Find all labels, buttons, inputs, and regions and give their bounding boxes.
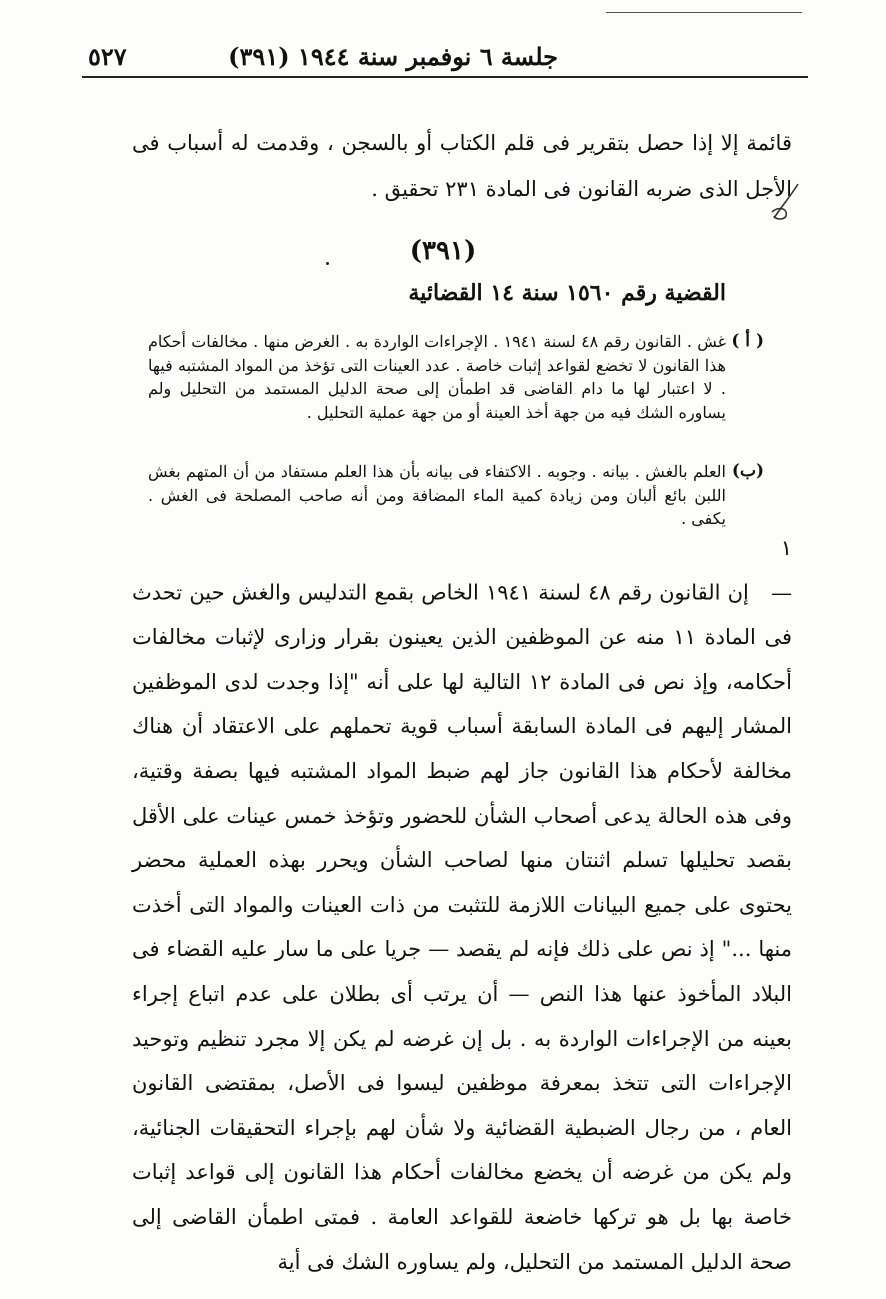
headnote-b-mark: (ب) xyxy=(731,461,764,481)
running-title: جلسة ٦ نوفمبر سنة ١٩٤٤ (٣٩١) xyxy=(228,42,558,71)
ink-dot xyxy=(326,262,329,265)
headnote-a-text: غش . القانون رقم ٤٨ لسنة ١٩٤١ . الإجراءات الواردة به . الغرض منها . مخالفات أحكام هذا القانون لا تخضع لقواعد إثبات خاصة . عدد العينات التى تؤخذ من المواد المشتبه فيها . لا اعتبار لها ما دام القاضى قد اطمأن إلى صحة الدليل المستمد من التحليل ولم يساوره الشك فيه من جهة أخذ العينة أو من جهة عملية التحليل . xyxy=(148,332,726,422)
case-number: (٣٩١) xyxy=(409,236,477,266)
headnote-b xyxy=(148,460,764,531)
headnote-a xyxy=(148,330,764,424)
paragraph-number: ١ — xyxy=(770,536,792,605)
page-header xyxy=(82,40,808,78)
top-rule xyxy=(606,12,802,13)
case-title: القضية رقم ١٥٦٠ سنة ١٤ القضائية xyxy=(408,280,726,306)
margin-annotation-mark xyxy=(768,182,802,222)
main-paragraph-text: إن القانون رقم ٤٨ لسنة ١٩٤١ الخاص بقمع التدليس والغش حين تحدث فى المادة ١١ منه عن الموظفين الذين يعينون بقرار وزارى لإثبات مخالفات أحكامه، وإذ نص فى المادة ١٢ التالية لها على أنه "إذا وجدت لدى الموظفين المشار إليهم فى المادة السابقة أسباب قوية تحملهم على الاعتقاد أن هناك مخالفة لأحكام هذا القانون جاز لهم ضبط المواد المشتبه فيها بصفة وقتية، وفى هذه الحالة يدعى أصحاب الشأن للحضور وتؤخذ خمس عينات على الأقل بقصد تحليلها تسلم اثنتان منها لصاحب الشأن ويحرر بهذه العملية محضر يحتوى على جميع البيانات اللازمة للتثبت من ذات العينات والمواد التى أخذت منها ..." إذ نص على ذلك فإنه لم يقصد — جريا على ما سار عليه القضاء فى البلاد المأخوذ عنها هذا النص — أن يرتب أى بطلان على عدم اتباع إجراء بعينه من الإجراءات الواردة به . بل إن غرضه لم يكن إلا مجرد تنظيم وتوحيد الإجراءات التى تتخذ بمعرفة موظفين ليسوا فى الأصل، بمقتضى القانون العام ، من رجال الضبطية القضائية ولا شأن لهم بإجراء التحقيقات الجنائية، ولم يكن من غرضه أن يخضع مخالفات أحكام هذا القانون إلى قواعد إثبات خاصة بها بل هو تركها خاضعة للقواعد العامة . فمتى اطمأن القاضى إلى صحة الدليل المستمد من التحليل، ولم يساوره الشك فى أية xyxy=(132,580,793,1274)
main-paragraph xyxy=(132,526,792,1284)
headnote-a-mark: ( أ ) xyxy=(731,331,764,351)
headnote-b-text: العلم بالغش . بيانه . وجوبه . الاكتفاء فى بيانه بأن هذا العلم مستفاد من أن المتهم بغش اللبن بائع ألبان ومن زيادة كمية الماء المضافة ومن أنه صاحب المصلحة فى الغش . يكفى . xyxy=(148,462,726,528)
continuation-paragraph: قائمة إلا إذا حصل بتقرير فى قلم الكتاب أو بالسجن ، وقدمت له أسباب فى الأجل الذى ضربه القانون فى المادة ٢٣١ تحقيق . xyxy=(132,131,792,201)
page-number: ٥٢٧ xyxy=(88,42,127,71)
